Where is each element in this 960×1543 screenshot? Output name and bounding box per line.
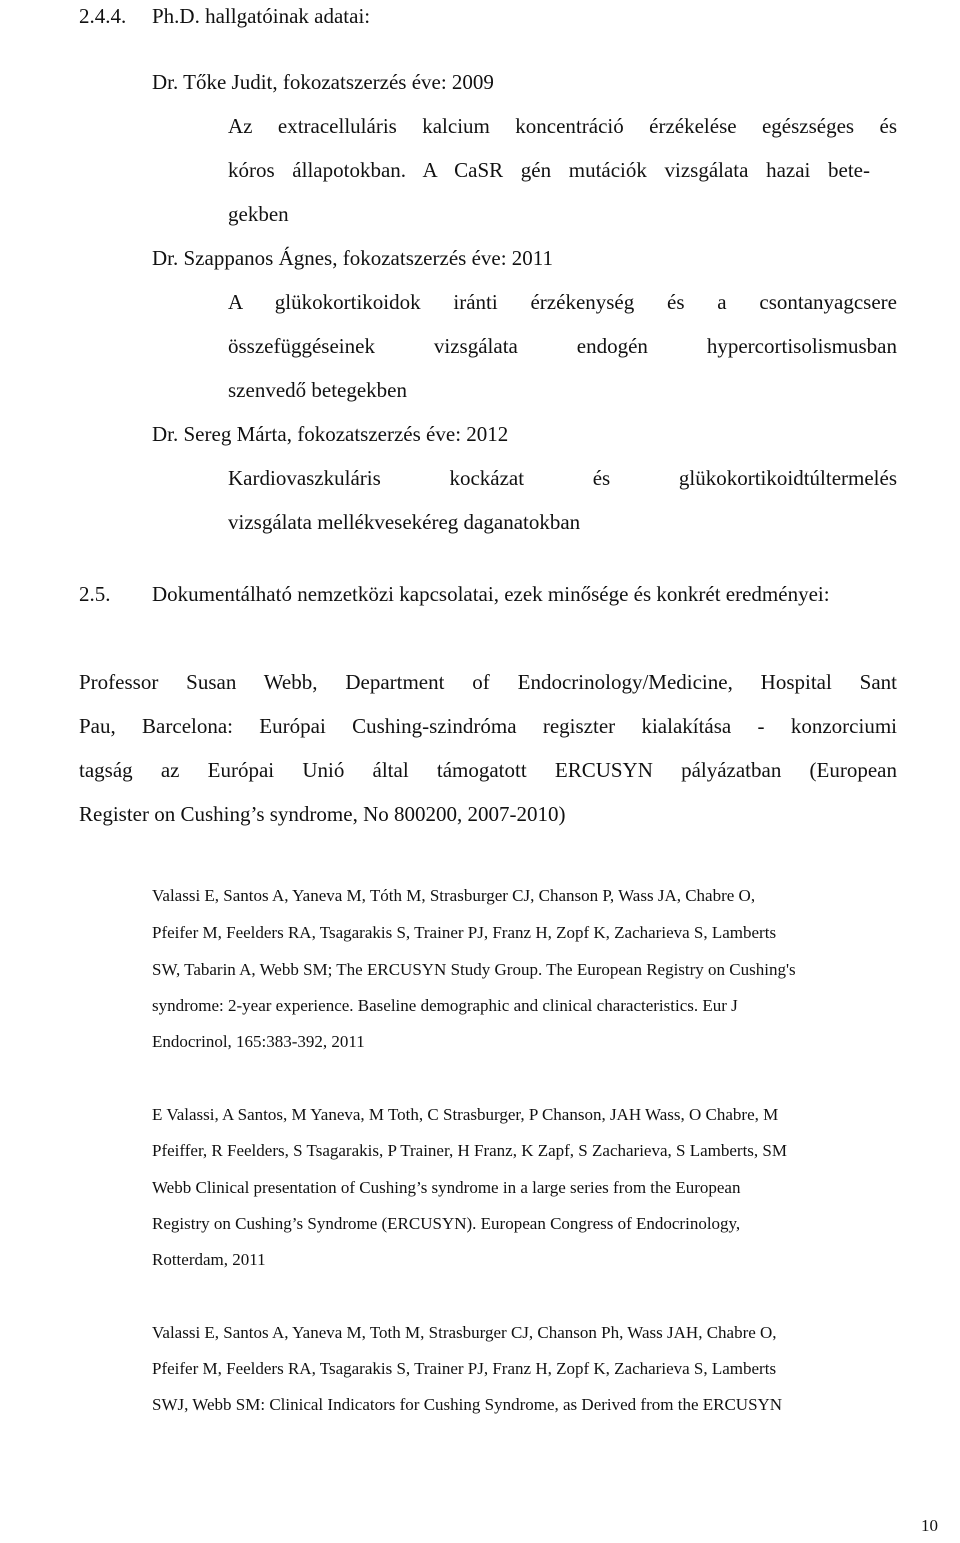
page-number: 10 [921, 1516, 938, 1535]
collaboration-line-1: Professor Susan Webb, Department of Endocrinology/Medicine, Hospital Sant [79, 670, 897, 694]
reference-3-line-1: Valassi E, Santos A, Yaneva M, Toth M, Strasburger CJ, Chanson Ph, Wass JAH, Chabre O, [152, 1323, 777, 1342]
reference-3-line-3: SWJ, Webb SM: Clinical Indicators for Cushing Syndrome, as Derived from the ERCUSYN [152, 1395, 783, 1414]
student-3-thesis-line-2: vizsgálata mellékvesekéreg daganatokban [228, 510, 581, 534]
section-25-number: 2.5. [79, 582, 111, 606]
reference-2-line-5: Rotterdam, 2011 [152, 1250, 266, 1269]
collaboration-line-2: Pau, Barcelona: Európai Cushing-szindróma regiszter kialakítása - konzorciumi [79, 714, 897, 738]
collaboration-line-4: Register on Cushing’s syndrome, No 800200, 2007-2010) [79, 802, 566, 826]
student-2-thesis-line-2: összefüggéseinek vizsgálata endogén hypercortisolismusban [228, 334, 897, 358]
reference-1-line-5: Endocrinol, 165:383-392, 2011 [152, 1032, 365, 1051]
reference-2-line-3: Webb Clinical presentation of Cushing’s syndrome in a large series from the European [152, 1178, 741, 1197]
reference-2-line-2: Pfeiffer, R Feelders, S Tsagarakis, P Trainer, H Franz, K Zapf, S Zacharieva, S Lamberts, SM [152, 1141, 787, 1160]
reference-3-line-2: Pfeifer M, Feelders RA, Tsagarakis S, Trainer PJ, Franz H, Zopf K, Zacharieva S, Lamberts [152, 1359, 777, 1378]
section-25-title: Dokumentálható nemzetközi kapcsolatai, ezek minősége és konkrét eredményei: [152, 582, 830, 606]
reference-1-line-3: SW, Tabarin A, Webb SM; The ERCUSYN Study Group. The European Registry on Cushing's [152, 960, 796, 979]
student-2-thesis-line-1: A glükokortikoidok iránti érzékenység és a csontanyagcsere [228, 290, 897, 314]
student-2-header: Dr. Szappanos Ágnes, fokozatszerzés éve: 2011 [152, 246, 554, 270]
student-1-thesis-line-3: gekben [228, 202, 289, 226]
collaboration-line-3: tagság az Európai Unió által támogatott ERCUSYN pályázatban (European [79, 758, 897, 782]
reference-1-line-2: Pfeifer M, Feelders RA, Tsagarakis S, Trainer PJ, Franz H, Zopf K, Zacharieva S, Lamberts [152, 923, 777, 942]
reference-1-line-4: syndrome: 2-year experience. Baseline demographic and clinical characteristics. Eur J [152, 996, 738, 1015]
reference-2-line-4: Registry on Cushing’s Syndrome (ERCUSYN). European Congress of Endocrinology, [152, 1214, 741, 1233]
reference-1-line-1: Valassi E, Santos A, Yaneva M, Tóth M, Strasburger CJ, Chanson P, Wass JA, Chabre O, [152, 886, 756, 905]
student-1-thesis-line-2: kóros állapotokban. A CaSR gén mutációk vizsgálata hazai bete- [228, 158, 870, 182]
student-3-thesis-line-1: Kardiovaszkuláris kockázat és glükokortikoidtúltermelés [228, 466, 897, 490]
student-2-thesis-line-3: szenvedő betegekben [228, 378, 408, 402]
student-1-thesis-line-1: Az extracelluláris kalcium koncentráció érzékelése egészséges és [228, 114, 897, 138]
reference-2-line-1: E Valassi, A Santos, M Yaneva, M Toth, C Strasburger, P Chanson, JAH Wass, O Chabre, M [152, 1105, 779, 1124]
section-244-title: Ph.D. hallgatóinak adatai: [152, 4, 371, 28]
student-3-header: Dr. Sereg Márta, fokozatszerzés éve: 2012 [152, 422, 509, 446]
student-1-header: Dr. Tőke Judit, fokozatszerzés éve: 2009 [152, 70, 494, 94]
section-244-number: 2.4.4. [79, 4, 127, 28]
